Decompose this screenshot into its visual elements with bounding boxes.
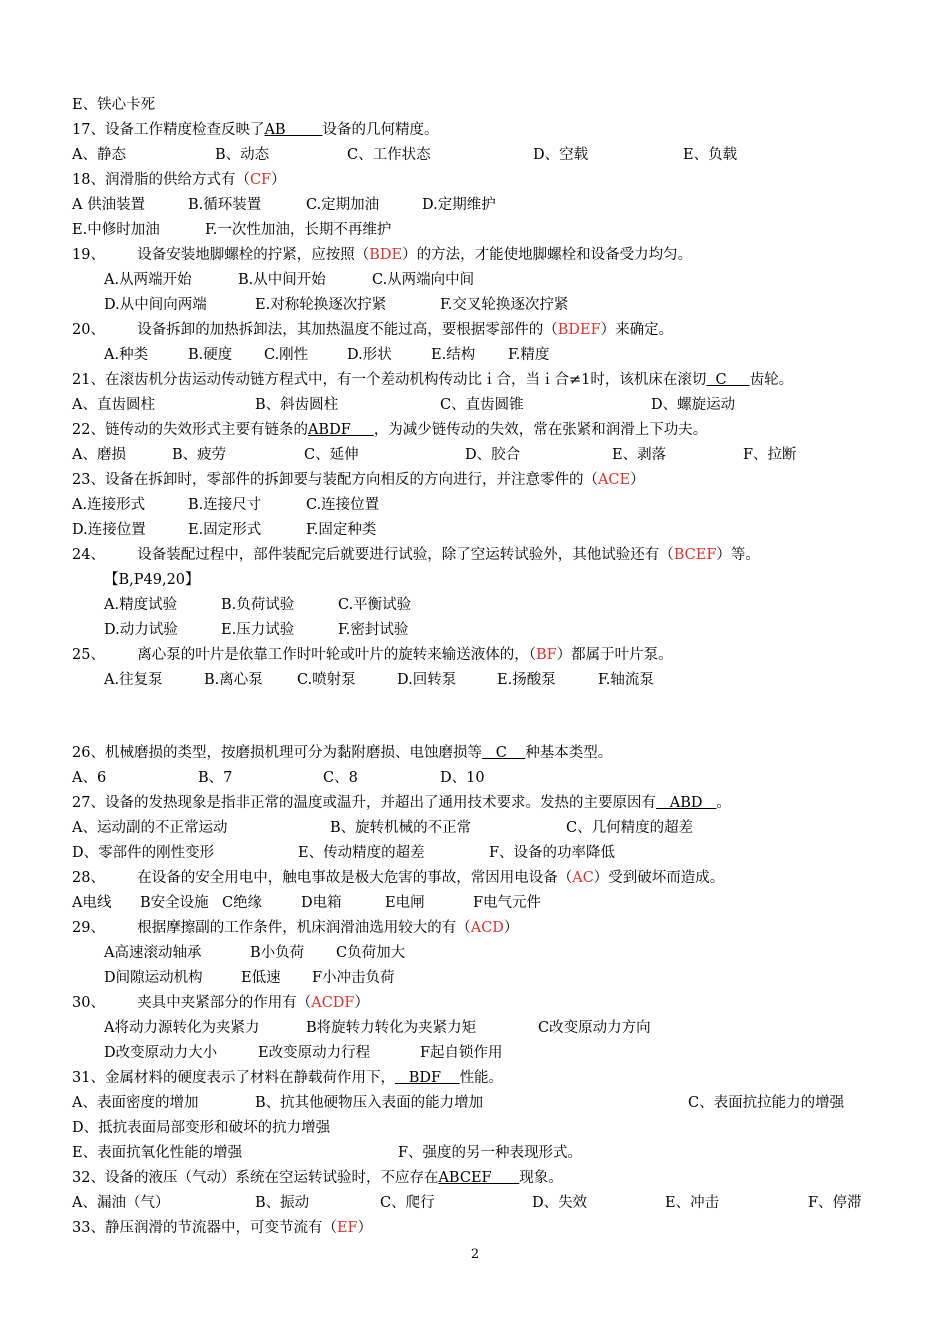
- answer-option: C改变原动力方向: [538, 1020, 651, 1036]
- question-text: [72, 1218, 372, 1238]
- answer-option: B、7: [198, 770, 233, 786]
- question-text: [72, 743, 612, 763]
- answer-option: F、拉断: [743, 447, 797, 463]
- answer-option: F.一次性加油，长期不再维护: [205, 222, 392, 238]
- answer-option: F小冲击负荷: [312, 970, 395, 986]
- question-tail: ）: [357, 1220, 373, 1236]
- answer-option: D.形状: [347, 347, 392, 363]
- answer-option: A 供油装置: [72, 197, 146, 213]
- answer-option: A电线: [72, 895, 112, 911]
- answer-blank: ABD: [655, 795, 717, 811]
- question-tail: 种基本类型。: [525, 745, 613, 761]
- question-text: [72, 420, 707, 440]
- question-tail: ）来确定。: [600, 322, 674, 338]
- answer-option: C.连接位置: [306, 497, 380, 513]
- answer-option: B.负荷试验: [221, 597, 295, 613]
- question-stem: 19、 设备安装地脚螺栓的拧紧，应按照（: [72, 247, 370, 263]
- answer-key: BDEF: [557, 322, 601, 338]
- answer-option: B.硬度: [188, 347, 233, 363]
- answer-option: E、冲击: [665, 1195, 720, 1211]
- question-tail: ）都属于叶片泵。: [556, 647, 673, 663]
- answer-option: B.连接尺寸: [188, 497, 262, 513]
- question-stem: 30、 夹具中夹紧部分的作用有（: [72, 995, 312, 1011]
- answer-option: D改变原动力大小: [104, 1045, 218, 1061]
- question-tail: 齿轮。: [749, 372, 794, 388]
- answer-option: E.固定形式: [188, 522, 262, 538]
- answer-option: C、延伸: [304, 447, 359, 463]
- question-tail: ）: [630, 472, 645, 488]
- answer-option: D、失效: [532, 1195, 588, 1211]
- question-stem: 25、 离心泵的叶片是依靠工作时叶轮或叶片的旋转来输送液体的，（: [72, 647, 536, 663]
- question-stem: 31、金属材料的硬度表示了材料在静载荷作用下，: [72, 1070, 395, 1086]
- question-text: [72, 993, 369, 1013]
- question-tail: 性能。: [459, 1070, 504, 1086]
- answer-option: E.压力试验: [221, 622, 295, 638]
- answer-option: C.从两端向中间: [372, 272, 475, 288]
- question-stem: 24、 设备装配过程中，部件装配完后就要进行试验，除了空运转试验外，其他试验还有（: [72, 547, 674, 563]
- question-stem: 22、链传动的失效形式主要有链条的: [72, 422, 308, 438]
- answer-option: D.从中间向两端: [104, 297, 207, 313]
- answer-option: C.喷射泵: [297, 672, 356, 688]
- question-stem: 27、设备的发热现象是指非正常的温度或温升，并超出了通用技术要求。发热的主要原因有: [72, 795, 656, 811]
- answer-option: D、零部件的刚性变形: [72, 845, 215, 861]
- answer-key: BCEF: [673, 547, 717, 563]
- answer-option: A将动力源转化为夹紧力: [104, 1020, 260, 1036]
- answer-option: E改变原动力行程: [258, 1045, 371, 1061]
- question-text: [72, 470, 645, 490]
- question-stem: 20、 设备拆卸的加热拆卸法，其加热温度不能过高，要根据零部件的（: [72, 322, 558, 338]
- question-stem: 28、 在设备的安全用电中，触电事故是极大危害的事故，常因用电设备（: [72, 870, 573, 886]
- answer-key: CF: [249, 172, 272, 188]
- question-stem: 33、静压润滑的节流器中，可变节流有（: [72, 1220, 337, 1236]
- question-stem: 21、在滚齿机分齿运动传动链方程式中，有一个差动机构传动比ｉ合，当ｉ合≠1时，该机床在滚切: [72, 372, 707, 388]
- question-text: [72, 793, 731, 813]
- answer-key: ACD: [470, 920, 504, 936]
- question-stem: 18、润滑脂的供给方式有（: [72, 172, 250, 188]
- question-text: [72, 245, 692, 265]
- answer-option: C.平衡试验: [338, 597, 412, 613]
- question-text: [72, 545, 760, 565]
- answer-option: E.结构: [431, 347, 476, 363]
- answer-option: B将旋转力转化为夹紧力矩: [306, 1020, 477, 1036]
- answer-blank: C: [706, 372, 750, 388]
- answer-option: D.动力试验: [104, 622, 178, 638]
- answer-option: E、剥落: [612, 447, 667, 463]
- answer-key: AC: [572, 870, 594, 886]
- answer-option: D电箱: [301, 895, 342, 911]
- answer-option: B、振动: [255, 1195, 310, 1211]
- answer-option: F.固定种类: [306, 522, 377, 538]
- answer-option: F.精度: [508, 347, 550, 363]
- answer-option: A、漏油（气）: [72, 1195, 170, 1211]
- answer-option: E、负载: [683, 147, 738, 163]
- question-tail: 。: [716, 795, 731, 811]
- answer-option: D间隙运动机构: [104, 970, 203, 986]
- answer-option: B、旋转机械的不正常: [330, 820, 472, 836]
- question-text: [72, 645, 673, 665]
- answer-option: D、螺旋运动: [651, 397, 736, 413]
- answer-option: E.扬酸泵: [497, 672, 556, 688]
- answer-option: A.精度试验: [104, 597, 178, 613]
- question-tail: ）: [354, 995, 369, 1011]
- answer-option: E.对称轮换逐次拧紧: [255, 297, 387, 313]
- question-tail: ）的方法，才能使地脚螺栓和设备受力均匀。: [402, 247, 693, 263]
- answer-option: C负荷加大: [336, 945, 406, 961]
- page-number: 2: [470, 1247, 480, 1262]
- answer-option: A、磨损: [72, 447, 126, 463]
- answer-option: F、停滞: [808, 1195, 862, 1211]
- question-text: [72, 1168, 563, 1188]
- answer-option: A、静态: [72, 147, 126, 163]
- answer-option: D.定期维护: [422, 197, 496, 213]
- answer-option: C、表面抗拉能力的增强: [688, 1095, 845, 1111]
- question-stem: E、铁心卡死: [72, 97, 156, 113]
- answer-option: D、抵抗表面局部变形和破坏的抗力增强: [72, 1120, 331, 1136]
- answer-option: B、疲劳: [172, 447, 227, 463]
- question-stem: 26、机械磨损的类型，按磨损机理可分为黏附磨损、电蚀磨损等: [72, 745, 482, 761]
- question-text: [72, 918, 518, 938]
- question-tail: ）受到破坏而造成。: [593, 870, 725, 886]
- question-tail: ）等。: [716, 547, 760, 563]
- answer-key: BF: [535, 647, 557, 663]
- question-tail: ）: [503, 920, 519, 936]
- answer-option: C.定期加油: [306, 197, 380, 213]
- question-text: [72, 1068, 503, 1088]
- answer-option: C、爬行: [380, 1195, 435, 1211]
- answer-blank: BDF: [394, 1070, 460, 1086]
- reference-note-text: 【B,P49,20】: [104, 572, 200, 588]
- answer-blank: C: [481, 745, 526, 761]
- answer-option: F.轴流泵: [598, 672, 654, 688]
- answer-option: E、传动精度的超差: [298, 845, 425, 861]
- question-stem: 17、设备工作精度检查反映了: [72, 122, 265, 138]
- question-text: [72, 320, 673, 340]
- question-tail: 设备的几何精度。: [322, 122, 439, 138]
- answer-option: A.从两端开始: [104, 272, 192, 288]
- answer-option: B.循环装置: [188, 197, 262, 213]
- answer-key: ACE: [597, 472, 631, 488]
- answer-option: C、工作状态: [347, 147, 431, 163]
- answer-option: A高速滚动轴承: [104, 945, 202, 961]
- answer-option: E电闸: [385, 895, 425, 911]
- answer-option: C、直齿圆锥: [440, 397, 524, 413]
- answer-option: C、几何精度的超差: [566, 820, 694, 836]
- answer-option: B、抗其他硬物压入表面的能力增加: [255, 1095, 484, 1111]
- answer-blank: ABDF: [307, 422, 374, 438]
- question-stem: 29、 根据摩擦副的工作条件，机床润滑油选用较大的有（: [72, 920, 471, 936]
- question-text: [72, 120, 438, 140]
- answer-option: E、表面抗氧化性能的增强: [72, 1145, 243, 1161]
- answer-option: A、6: [72, 770, 107, 786]
- answer-option: D、空载: [533, 147, 589, 163]
- answer-option: F起自锁作用: [420, 1045, 503, 1061]
- question-stem: 32、设备的液压（气动）系统在空运转试验时，不应存在: [72, 1170, 439, 1186]
- question-tail: 现象。: [519, 1170, 563, 1186]
- answer-option: F电气元件: [473, 895, 542, 911]
- answer-key: BDE: [369, 247, 403, 263]
- question-text: [72, 95, 155, 115]
- answer-option: C.刚性: [264, 347, 309, 363]
- question-tail: ，为减少链传动的失效，常在张紧和润滑上下功夫。: [373, 422, 708, 438]
- answer-option: F、强度的另一种表现形式。: [398, 1145, 583, 1161]
- answer-option: E低速: [241, 970, 281, 986]
- answer-option: D.连接位置: [72, 522, 146, 538]
- answer-option: A、运动副的不正常运动: [72, 820, 228, 836]
- answer-option: F.交叉轮换逐次拧紧: [440, 297, 569, 313]
- question-tail: ）: [271, 172, 286, 188]
- question-stem: 23、设备在拆卸时，零部件的拆卸要与装配方向相反的方向进行，并注意零件的（: [72, 472, 598, 488]
- answer-option: D.回转泵: [397, 672, 457, 688]
- answer-option: A、直齿圆柱: [72, 397, 155, 413]
- question-text: [72, 370, 793, 390]
- question-text: [72, 170, 286, 190]
- answer-blank: AB: [264, 122, 323, 138]
- answer-option: F.密封试验: [338, 622, 409, 638]
- answer-option: B.离心泵: [204, 672, 263, 688]
- answer-key: ACDF: [311, 995, 355, 1011]
- question-text: [72, 868, 724, 888]
- answer-option: B小负荷: [250, 945, 305, 961]
- reference-note: [104, 570, 200, 590]
- answer-option: C绝缘: [222, 895, 263, 911]
- answer-option: C、8: [323, 770, 358, 786]
- answer-option: A.种类: [104, 347, 149, 363]
- answer-option: B安全设施: [140, 895, 209, 911]
- answer-option: A、表面密度的增加: [72, 1095, 199, 1111]
- answer-option: A.连接形式: [72, 497, 146, 513]
- answer-option: E.中修时加油: [72, 222, 160, 238]
- answer-key: EF: [336, 1220, 358, 1236]
- answer-option: B、动态: [215, 147, 270, 163]
- answer-option: D、胶合: [465, 447, 521, 463]
- answer-option: A.往复泵: [104, 672, 163, 688]
- answer-option: F、设备的功率降低: [489, 845, 616, 861]
- answer-option: D、10: [440, 770, 485, 786]
- answer-option: B、斜齿圆柱: [255, 397, 339, 413]
- answer-option: B.从中间开始: [238, 272, 326, 288]
- answer-blank: ABCEF: [438, 1170, 520, 1186]
